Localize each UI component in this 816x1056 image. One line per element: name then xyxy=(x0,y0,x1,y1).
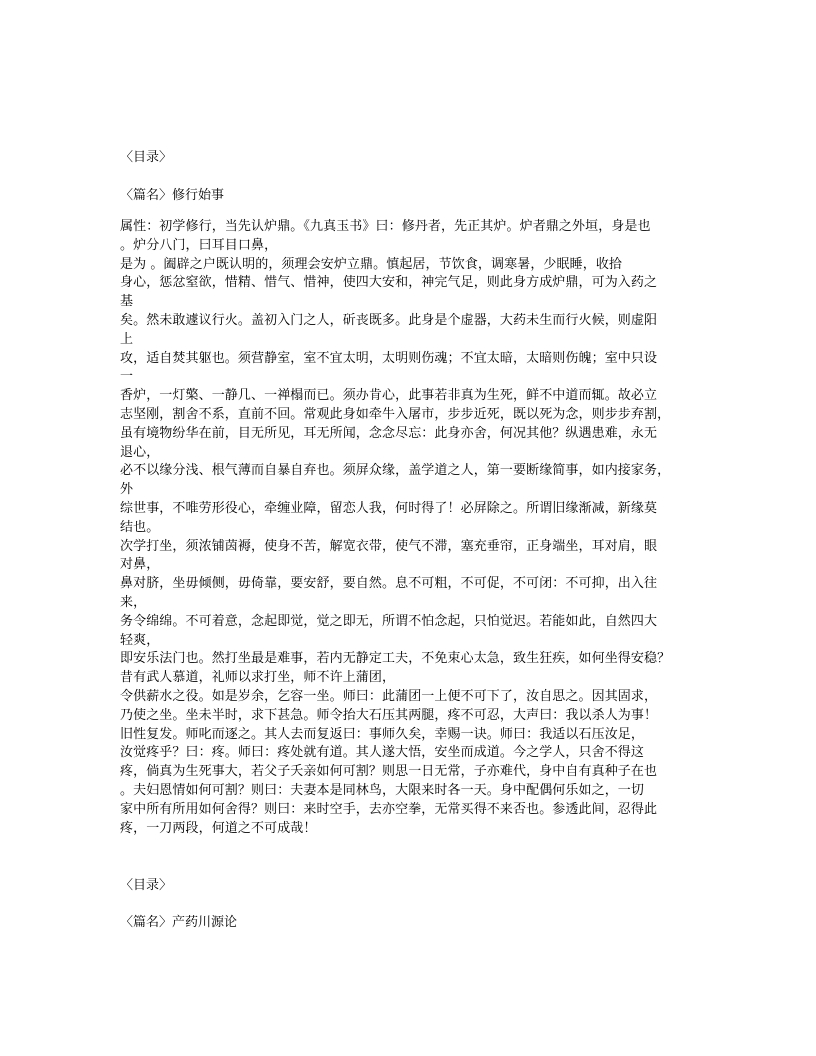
text-line: 虽有境物纷华在前，目无所见，耳无所闻，念念尽忘：此身亦舍，何况其他？纵遇患难，永无 xyxy=(120,425,658,441)
text-line: 属性：初学修行，当先认炉鼎。《九真玉书》曰：修丹者，先正其炉。炉者鼎之外垣，身是也 xyxy=(120,219,651,234)
text-line: 退心， xyxy=(120,444,160,460)
text-line: 对鼻， xyxy=(120,557,160,573)
text-line: 一 xyxy=(120,369,134,385)
toc-marker: 〈目录〉 xyxy=(120,878,173,893)
text-line: 疼，一刀两段，何道之不可成哉！ xyxy=(120,820,317,836)
text-line: 疼，倘真为生死事大，若父子夭亲如何可割？则思一日无常，子亦难代，身中自有真种子在也 xyxy=(120,764,658,780)
text-line: 是为 。阖辟之户既认明的，须理会安炉立鼎。慎起居，节饮食，调寒暑，少眠睡，收拾 xyxy=(120,256,623,272)
toc-marker: 〈目录〉 xyxy=(120,150,173,165)
text-line: 次学打坐，须浓铺茵褥，使身不苦，解宽衣带，使气不滞，塞充垂帘，正身端坐，耳对肩，眼 xyxy=(120,538,658,554)
text-line: 矣。然未敢遽议行火。盖初入门之人，斫丧既多。此身是个虚器，大药未生而行火候，则虚阳 xyxy=(120,312,658,328)
text-line: 旧性复发。师叱而逐之。其人去而复返曰：事师久矣，幸赐一诀。师曰：我适以石压汝足， xyxy=(120,726,645,742)
chapter-title: 〈篇名〉产药川源论 xyxy=(120,915,238,930)
text-line: 身心，惩忿窒欲，惜精、惜气、惜神，使四大安和，神完气足，则此身方成炉鼎，可为入药之 xyxy=(120,275,658,291)
text-line: 令供薪水之役。如是岁余，乞容一坐。师曰：此蒲团一上便不可下了，汝自思之。因其固求， xyxy=(120,688,658,704)
text-line: 志坚刚，割舍不系，直前不回。常观此身如牵牛入屠市，步步近死，既以死为念，则步步弃割， xyxy=(120,406,671,422)
text-line: 汝觉疼乎？曰：疼。师曰：疼处就有道。其人遂大悟，安坐而成道。今之学人，只舍不得这 xyxy=(120,745,645,761)
text-line: 综世事，不唯劳形役心，牵缠业障，留恋人我，何时得了！必屏除之。所谓旧缘渐减，新缘莫 xyxy=(120,500,658,516)
text-line: 轻爽， xyxy=(120,632,160,648)
text-line: 。夫妇恩情如何可割？则曰：夫妻本是同林鸟，大限来时各一天。身中配偶何乐如之，一切 xyxy=(120,782,645,798)
text-line: 香炉，一灯檠、一静几、一禅榻而已。须办肯心，此事若非真为生死，鲜不中道而辄。故必立 xyxy=(120,388,658,404)
text-line: 外 xyxy=(120,482,134,498)
text-line: 必不以缘分浅、根气薄而自暴自弃也。须屏众缘，盖学道之人，第一要断缘简事，如内接家务， xyxy=(120,463,671,479)
text-line: 基 xyxy=(120,294,134,310)
text-line: 家中所有所用如何舍得？则曰：来时空手，去亦空拳，无常买得不来否也。参透此间，忍得此 xyxy=(120,801,658,817)
chapter-title: 〈篇名〉修行始事 xyxy=(120,188,225,203)
text-line: 鼻对脐，坐毋倾侧，毋倚靠，要安舒，要自然。息不可粗，不可促，不可闭：不可抑，出入往 xyxy=(120,576,658,592)
text-line: 来， xyxy=(120,594,147,610)
text-line: 昔有武人慕道，礼师以求打坐，师不许上蒲团， xyxy=(120,670,396,686)
chapter-body xyxy=(120,218,700,838)
text-line: 。炉分八门，曰耳目口鼻， xyxy=(120,237,278,253)
text-line: 上 xyxy=(120,331,134,347)
text-line: 即安乐法门也。然打坐最是难事，若内无静定工夫，不免束心太急，致生狂疾，如何坐得安稳？ xyxy=(120,651,671,667)
text-line: 结也。 xyxy=(120,519,160,535)
text-line: 攻，适自焚其躯也。须营静室，室不宜太明，太明则伤魂；不宜太暗，太暗则伤魄；室中只设 xyxy=(120,350,658,366)
text-line: 务令绵绵。不可着意，念起即觉，觉之即无，所谓不怕念起，只怕觉迟。若能如此，自然四大 xyxy=(120,613,658,629)
text-line: 乃使之坐。坐未半时，求下甚急。师令抬大石压其两腿，疼不可忍，大声曰：我以杀人为事！ xyxy=(120,707,658,723)
